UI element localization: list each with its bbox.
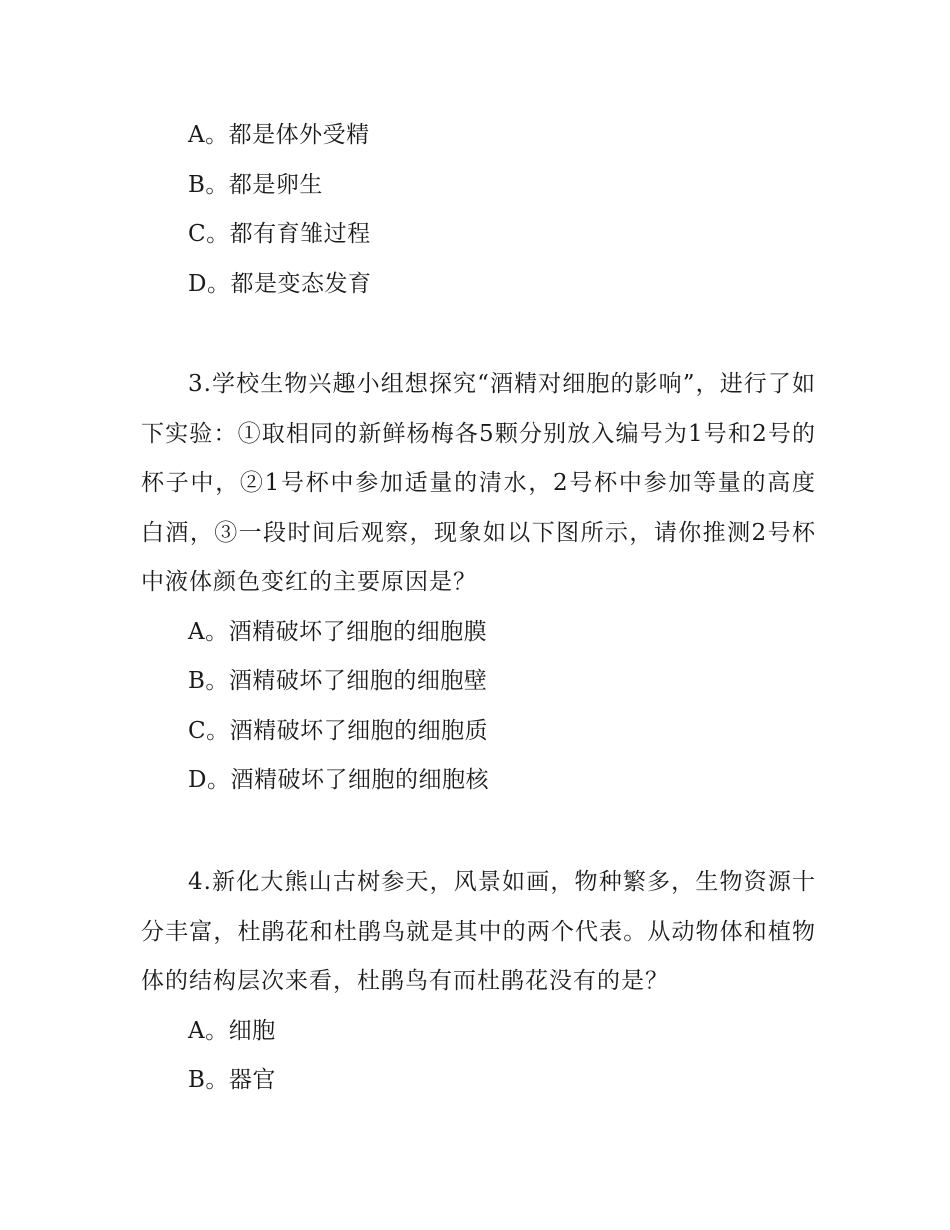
option-c: C。酒精破坏了细胞的细胞质 (188, 717, 489, 744)
option-a: A。都是体外受精 (188, 122, 370, 148)
question-4-stem: 4.新化大熊山古树参天，风景如画，物种繁多，生物资源十分丰富，杜鹃花和杜鹃鸟就是其中的两个代表。从动物体和植物体的结构层次来看，杜鹃鸟有而杜鹃花没有的是？ (141, 869, 816, 994)
option-c: C。都有育雏过程 (188, 221, 371, 247)
option-b: B。都是卵生 (188, 171, 323, 198)
option-b: B。器官 (188, 1067, 276, 1093)
question-3 (141, 360, 816, 806)
option-d: D。都是变态发育 (188, 270, 372, 297)
option-a: A。细胞 (188, 1017, 276, 1044)
option-d: D。酒精破坏了细胞的细胞核 (188, 767, 489, 793)
option-b: B。酒精破坏了细胞的细胞壁 (188, 668, 488, 694)
question-4 (141, 858, 816, 1106)
question-3-stem: 3.学校生物兴趣小组想探究“酒精对细胞的影响”，进行了如下实验：①取相同的新鲜杨梅各5颗分别放入编号为1号和2号的杯子中，②1号杯中参加适量的清水，2号杯中参加等量的高度白酒，③一段时间后观察，现象如以下图所示，请你推测2号杯中液体颜色变红的主要原因是？ (141, 371, 816, 595)
option-a: A。酒精破坏了细胞的细胞膜 (188, 618, 488, 645)
question-2-options (141, 111, 816, 309)
